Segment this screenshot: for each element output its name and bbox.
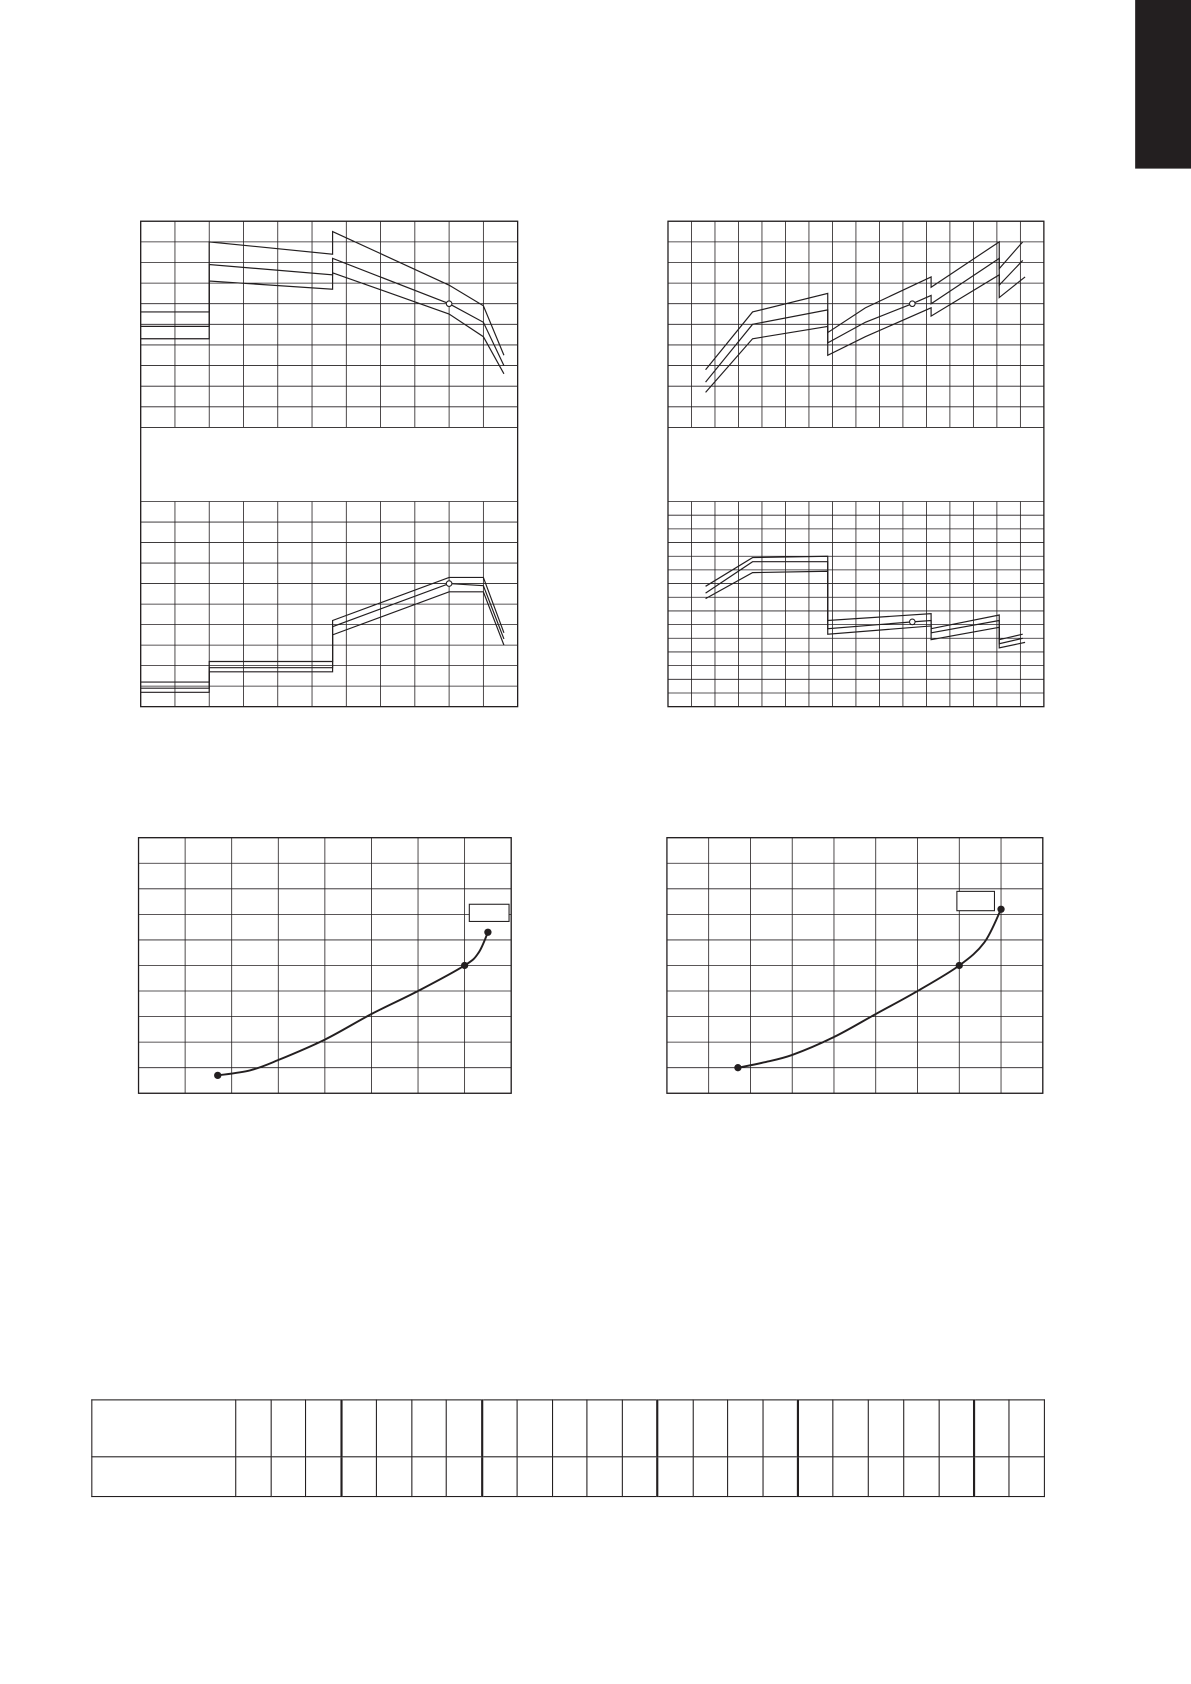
table-cell bbox=[236, 1457, 271, 1497]
chart-panel bbox=[667, 838, 1043, 1094]
series-line bbox=[706, 571, 1025, 648]
data-point bbox=[484, 929, 491, 936]
table-header-row bbox=[92, 1400, 1045, 1457]
data-point bbox=[214, 1072, 221, 1079]
table-header-cell bbox=[939, 1400, 974, 1457]
series-line bbox=[706, 275, 1025, 393]
table-cell bbox=[1009, 1457, 1044, 1497]
table-header-cell bbox=[271, 1400, 306, 1457]
table-header-cell bbox=[552, 1400, 587, 1457]
table-cell bbox=[412, 1457, 447, 1497]
table-header-cell bbox=[658, 1400, 693, 1457]
data-point bbox=[446, 301, 452, 307]
table-header-cell bbox=[798, 1400, 833, 1457]
chart-panel bbox=[668, 502, 1044, 707]
table-header-cell bbox=[376, 1400, 411, 1457]
table-header-cell bbox=[306, 1400, 341, 1457]
table-cell bbox=[306, 1457, 341, 1497]
table-cell bbox=[622, 1457, 657, 1497]
table-cell bbox=[728, 1457, 763, 1497]
table-cell bbox=[587, 1457, 622, 1497]
table-cell bbox=[658, 1457, 693, 1497]
table-cell bbox=[869, 1457, 904, 1497]
series-line bbox=[738, 909, 1001, 1067]
table-cell bbox=[763, 1457, 798, 1497]
data-point bbox=[446, 581, 452, 587]
annotation-box bbox=[957, 891, 995, 910]
table-cell bbox=[341, 1457, 376, 1497]
table-header-cell bbox=[341, 1400, 376, 1457]
table-cell bbox=[904, 1457, 939, 1497]
table-header-cell bbox=[622, 1400, 657, 1457]
table-header-cell bbox=[728, 1400, 763, 1457]
data-point bbox=[461, 962, 468, 969]
series-line bbox=[706, 258, 1023, 382]
table-header-cell bbox=[904, 1400, 939, 1457]
table-header-cell bbox=[869, 1400, 904, 1457]
table-header-cell bbox=[833, 1400, 868, 1457]
table-cell bbox=[939, 1457, 974, 1497]
table-header-cell bbox=[412, 1400, 447, 1457]
table-cell bbox=[552, 1457, 587, 1497]
series-line bbox=[706, 242, 1023, 370]
table-header-cell bbox=[1009, 1400, 1044, 1457]
table-header-cell bbox=[447, 1400, 482, 1457]
table-cell bbox=[517, 1457, 552, 1497]
data-point bbox=[910, 619, 916, 625]
data-point bbox=[956, 962, 963, 969]
table-row bbox=[92, 1457, 1045, 1497]
series-line bbox=[706, 556, 1023, 639]
table-cell bbox=[271, 1457, 306, 1497]
table-cell bbox=[798, 1457, 833, 1497]
data-point bbox=[734, 1064, 741, 1071]
chart-panel bbox=[141, 502, 518, 707]
chart-panel bbox=[139, 838, 512, 1094]
chart-panel bbox=[141, 221, 518, 427]
table-header-cell bbox=[517, 1400, 552, 1457]
chart-panel bbox=[668, 221, 1044, 427]
table-cell bbox=[447, 1457, 482, 1497]
series-line bbox=[218, 932, 488, 1075]
table-cell bbox=[376, 1457, 411, 1497]
row-label-cell bbox=[92, 1400, 236, 1457]
table-header-cell bbox=[587, 1400, 622, 1457]
data-point bbox=[910, 301, 916, 307]
spec-table bbox=[91, 1399, 1045, 1497]
table-cell bbox=[974, 1457, 1009, 1497]
table-cell bbox=[482, 1457, 517, 1497]
table-header-cell bbox=[974, 1400, 1009, 1457]
table-header-cell bbox=[482, 1400, 517, 1457]
table-cell bbox=[833, 1457, 868, 1497]
table-header-cell bbox=[236, 1400, 271, 1457]
annotation-box bbox=[469, 904, 509, 921]
row-label-cell bbox=[92, 1457, 236, 1497]
table-header-cell bbox=[693, 1400, 728, 1457]
chart-frame bbox=[141, 221, 518, 706]
table-header-cell bbox=[763, 1400, 798, 1457]
data-point bbox=[997, 906, 1004, 913]
table-cell bbox=[693, 1457, 728, 1497]
